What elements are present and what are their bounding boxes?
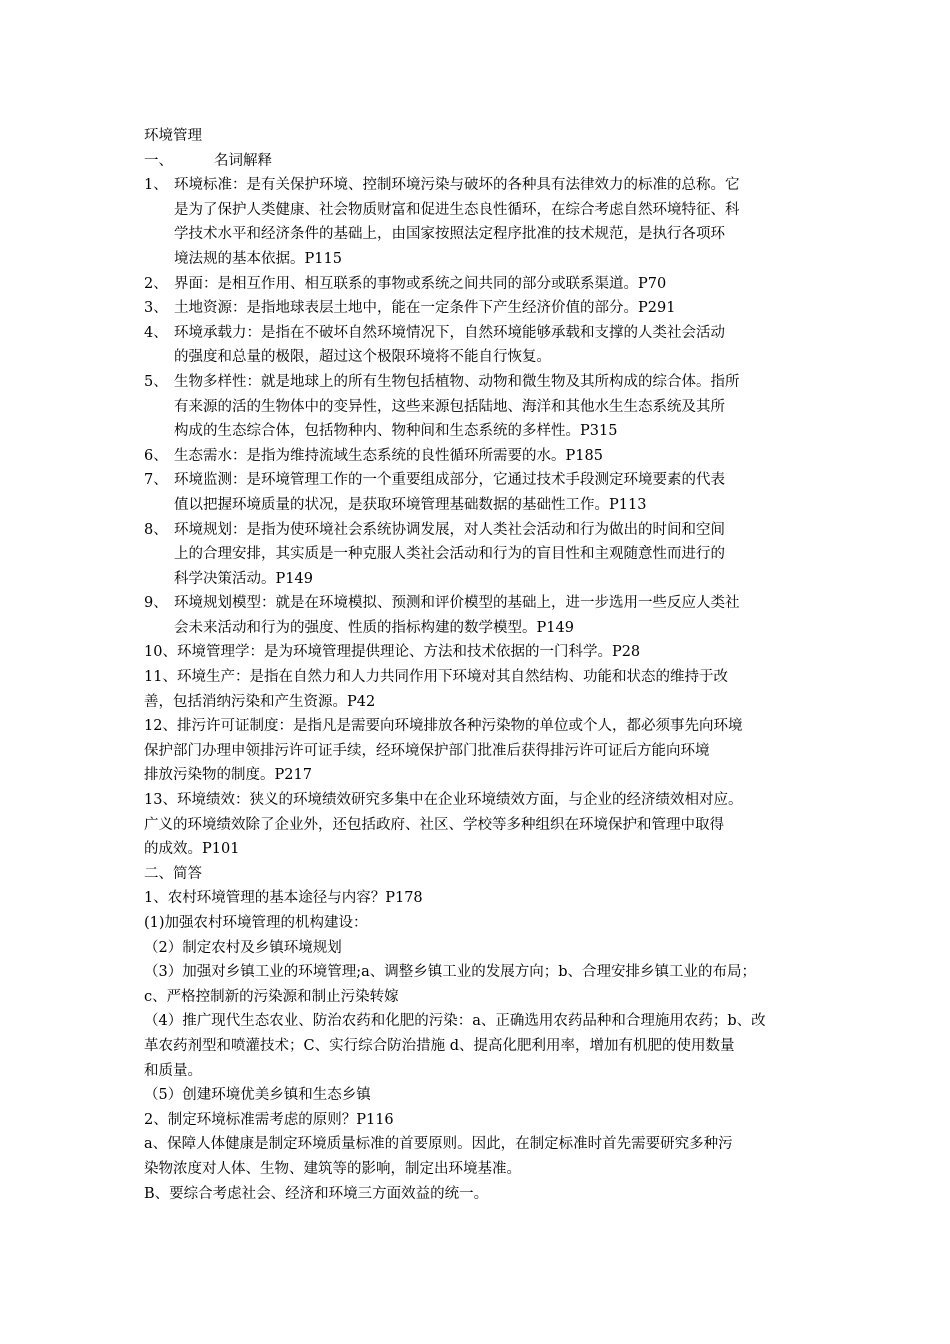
term-item [144, 714, 808, 788]
term-item [144, 518, 808, 592]
term-item [144, 321, 808, 370]
term-body [174, 591, 808, 640]
term-body [174, 468, 808, 517]
term-line: 保护部门办理申领排污许可证手续，经环境保护部门批准后获得排污许可证后方能向环境 [144, 742, 710, 759]
term-line: 生态需水：是指为维持流域生态系统的良性循环所需要的水。P185 [174, 447, 603, 464]
term-line: 有来源的活的生物体中的变异性，这些来源包括陆地、海洋和其他水生生态系统及其所 [174, 398, 725, 415]
term-line: 12、排污许可证制度：是指凡是需要向环境排放各种污染物的单位或个人，都必须事先向环境 [144, 718, 743, 735]
term-number: 9、 [144, 595, 168, 612]
answer-line: (1)加强农村环境管理的机构建设： [144, 915, 368, 931]
term-line: 环境规划：是指为使环境社会系统协调发展，对人类社会活动和行为做出的时间和空间 [174, 521, 725, 538]
term-number: 8、 [144, 521, 168, 538]
answer-line: B、要综合考虑社会、经济和环境三方面效益的统一。 [144, 1185, 489, 1202]
term-item [144, 591, 808, 640]
term-line: 10、环境管理学：是为环境管理提供理论、方法和技术依据的一门科学。P28 [144, 644, 641, 661]
term-list [144, 173, 808, 640]
term-item [144, 640, 808, 665]
term-line: 环境规划模型：就是在环境模拟、预测和评价模型的基础上，进一步选用一些反应人类社 [174, 595, 740, 612]
term-number: 1、 [144, 177, 168, 194]
term-line: 环境承载力：是指在不破坏自然环境情况下，自然环境能够承载和支撑的人类社会活动 [174, 324, 725, 341]
term-item [144, 444, 808, 469]
document-page [144, 124, 808, 1206]
answer-line: 和质量。 [144, 1062, 202, 1079]
term-number: 4、 [144, 324, 168, 341]
term-line: 13、环境绩效：狭义的环境绩效研究多集中在企业环境绩效方面，与企业的经济绩效相对应。 [144, 792, 743, 809]
term-line: 构成的生态综合体，包括物种内、物种间和生态系统的多样性。P315 [174, 423, 618, 440]
term-item [144, 272, 808, 297]
term-line: 广义的环境绩效除了企业外，还包括政府、社区、学校等多种组织在环境保护和管理中取得 [144, 816, 724, 833]
term-line: 11、环境生产：是指在自然力和人力共同作用下环境对其自然结构、功能和状态的维持于改 [144, 669, 728, 686]
section-number: 一、 [144, 152, 173, 169]
term-body [174, 444, 808, 469]
term-number: 6、 [144, 447, 168, 464]
term-line: 值以把握环境质量的状况，是获取环境管理基础数据的基础性工作。P113 [174, 496, 647, 513]
term-line: 善，包括消纳污染和产生资源。P42 [144, 693, 376, 710]
term-body [174, 321, 808, 370]
term-item [144, 788, 808, 862]
answer-line: 革农药剂型和喷灌技术；C、实行综合防治措施 d、提高化肥利用率，增加有机肥的使用数量 [144, 1037, 735, 1054]
answer-line: c、严格控制新的污染源和制止污染转嫁 [144, 988, 399, 1005]
term-line: 排放污染物的制度。P217 [144, 767, 312, 784]
term-item [144, 173, 808, 271]
term-number: 7、 [144, 472, 168, 489]
answer-line: 2、制定环境标准需考虑的原则？P116 [144, 1111, 394, 1128]
term-line: 的强度和总量的极限，超过这个极限环境将不能自行恢复。 [174, 349, 551, 366]
section-heading-2: 二、简答 [144, 865, 202, 882]
term-line: 界面：是相互作用、相互联系的事物或系统之间共同的部分或联系渠道。P70 [174, 275, 667, 292]
term-line: 环境标准：是有关保护环境、控制环境污染与破坏的各种具有法律效力的标准的总称。它 [174, 177, 740, 194]
section-heading-1 [144, 149, 808, 174]
term-line: 境法规的基本依据。P115 [174, 250, 342, 267]
document-title: 环境管理 [144, 128, 202, 144]
section-label: 名词解释 [214, 152, 272, 169]
term-body [174, 370, 808, 444]
answer-line: 1、农村环境管理的基本途径与内容？P178 [144, 890, 423, 907]
term-line: 会未来活动和行为的强度、性质的指标构建的数学模型。P149 [174, 619, 574, 636]
term-item [144, 665, 808, 714]
answer-line: （3）加强对乡镇工业的环境管理;a、调整乡镇工业的发展方向；b、合理安排乡镇工业的布局； [144, 964, 757, 981]
term-body [174, 272, 808, 297]
term-line: 科学决策活动。P149 [174, 570, 313, 587]
term-item [144, 468, 808, 517]
answer-line: （4）推广现代生态农业、防治农药和化肥的污染：a、正确选用农药品种和合理施用农药；b、改 [144, 1013, 766, 1030]
term-item [144, 296, 808, 321]
term-line: 上的合理安排，其实质是一种克服人类社会活动和行为的盲目性和主观随意性而进行的 [174, 546, 725, 563]
term-body [174, 518, 808, 592]
answer-list [144, 886, 808, 1206]
term-number: 3、 [144, 300, 168, 317]
answer-line: （5）创建环境优美乡镇和生态乡镇 [144, 1087, 371, 1104]
term-body [174, 173, 808, 271]
term-body [174, 296, 808, 321]
answer-line: a、保障人体健康是制定环境质量标准的首要原则。因此，在制定标准时首先需要研究多种污 [144, 1136, 733, 1153]
term-line: 土地资源：是指地球表层土地中，能在一定条件下产生经济价值的部分。P291 [174, 300, 676, 317]
answer-line: （2）制定农村及乡镇环境规划 [144, 939, 342, 956]
term-line: 生物多样性：就是地球上的所有生物包括植物、动物和微生物及其所构成的综合体。指所 [174, 373, 740, 390]
term-item [144, 370, 808, 444]
term-line: 是为了保护人类健康、社会物质财富和促进生态良性循环，在综合考虑自然环境特征、科 [174, 201, 740, 218]
term-number: 5、 [144, 373, 168, 390]
answer-line: 染物浓度对人体、生物、建筑等的影响，制定出环境基准。 [144, 1160, 521, 1177]
term-line: 学技术水平和经济条件的基础上，由国家按照法定程序批准的技术规范，是执行各项环 [174, 226, 725, 243]
term-line: 的成效。P101 [144, 841, 240, 858]
term-line: 环境监测：是环境管理工作的一个重要组成部分，它通过技术手段测定环境要素的代表 [174, 472, 725, 489]
term-number: 2、 [144, 275, 168, 292]
term-list-continued [144, 640, 808, 861]
